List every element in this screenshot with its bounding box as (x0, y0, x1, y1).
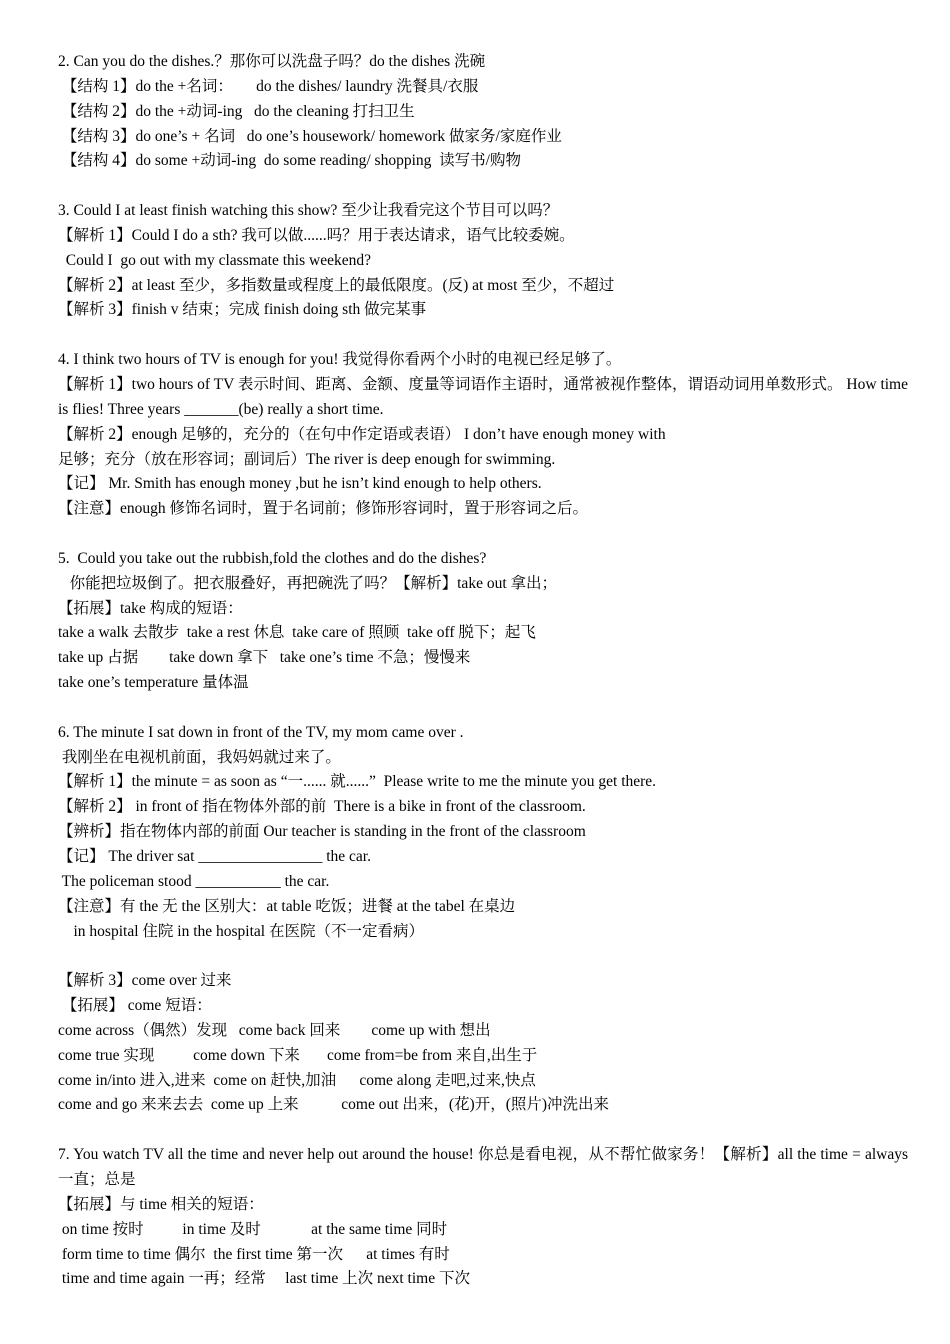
phrase-line: take a walk 去散步 take a rest 休息 take care of 照顾 take off 脱下；起飞 (58, 624, 536, 642)
structure-line-2: 【结构 2】do the +动词-ing do the cleaning 打扫卫生 (58, 102, 415, 120)
note-line: in hospital 住院 in the hospital 在医院（不一定看病） (58, 922, 424, 940)
heading-item-6: 6. The minute I sat down in front of the TV, my mom came over . (58, 723, 464, 741)
blank-line (58, 944, 908, 969)
analysis-line: 【解析 1】the minute = as soon as “一...... 就......” Please write to me the minute you get there. (58, 773, 657, 791)
memo-line: 【记】 The driver sat ________________ the car. (58, 848, 371, 865)
analysis-line: 【解析 2】at least 至少，多指数量或程度上的最低限度。(反) at most 至少，不超过 (58, 276, 615, 294)
analysis-paragraph: 【解析 1】two hours of TV 表示时间、距离、金额、度量等词语作主语时，通常被视作整体，谓语动词用单数形式。 How time is flies! Three years _______(be) really a short time. (58, 375, 908, 418)
heading-item-4: 4. I think two hours of TV is enough for you! 我觉得你看两个小时的电视已经足够了。 (58, 351, 622, 369)
blank-line (58, 174, 908, 199)
blank-line (58, 696, 908, 721)
note-line: 【注意】enough 修饰名词时，置于名词前；修饰形容词时，置于形容词之后。 (58, 500, 589, 518)
phrase-line: come across（偶然）发现 come back 回来 come up with 想出 (58, 1021, 491, 1039)
heading-item-3: 3. Could I at least finish watching this show? 至少让我看完这个节目可以吗？ (58, 202, 559, 220)
document-page (58, 50, 908, 1292)
translation-line: 我刚坐在电视机前面，我妈妈就过来了。 (58, 748, 341, 766)
heading-item-2: 2. Can you do the dishes.？那你可以洗盘子吗？do the dishes 洗碗 (58, 53, 486, 70)
phrase-line: time and time again 一再；经常 last time 上次 next time 下次 (58, 1270, 470, 1288)
analysis-line: 【解析 2】enough 足够的，充分的（在句中作定语或表语） I don’t have enough money with (58, 425, 666, 443)
blank-line (58, 522, 908, 547)
phrase-line: take up 占据 take down 拿下 take one’s time 不急；慢慢来 (58, 649, 471, 667)
extension-line: 【拓展】与 time 相关的短语： (58, 1195, 264, 1213)
analysis-line: 【解析 3】come over 过来 (58, 972, 232, 990)
structure-line-3: 【结构 3】do one’s + 名词 do one’s housework/ homework 做家务/家庭作业 (58, 127, 562, 145)
extension-line: 【拓展】 come 短语： (58, 997, 212, 1015)
extension-line: 【拓展】take 构成的短语： (58, 599, 243, 617)
distinction-line: 【辨析】指在物体内部的前面 Our teacher is standing in the front of the classroom (58, 823, 586, 841)
structure-line-1: 【结构 1】do the +名词： do the dishes/ laundry 洗餐具/衣服 (58, 77, 479, 95)
example-line: 足够；充分（放在形容词；副词后）The river is deep enough for swimming. (58, 450, 556, 468)
memo-line: 【记】 Mr. Smith has enough money ,but he isn’t kind enough to help others. (58, 475, 542, 493)
structure-line-4: 【结构 4】do some +动词-ing do some reading/ shopping 读写书/购物 (58, 152, 521, 170)
blank-line (58, 1118, 908, 1143)
analysis-line: 【解析 3】finish v 结束；完成 finish doing sth 做完某事 (58, 301, 427, 319)
analysis-line: 【解析 1】Could I do a sth? 我可以做......吗？用于表达请求，语气比较委婉。 (58, 226, 575, 244)
phrase-line: come in/into 进入,进来 come on 赶快,加油 come along 走吧,过来,快点 (58, 1071, 536, 1089)
example-line: Could I go out with my classmate this weekend? (58, 251, 371, 269)
phrase-line: form time to time 偶尔 the first time 第一次 at times 有时 (58, 1245, 450, 1263)
phrase-line: come and go 来来去去 come up 上来 come out 出来，(花)开，(照片)冲洗出来 (58, 1096, 610, 1114)
analysis-line: 【解析 2】 in front of 指在物体外部的前 There is a bike in front of the classroom. (58, 798, 586, 816)
phrase-line: come true 实现 come down 下来 come from=be from 来自,出生于 (58, 1046, 538, 1064)
blank-line (58, 323, 908, 348)
heading-item-7: 7. You watch TV all the time and never help out around the house! 你总是看电视，从不帮忙做家务！【解析】all the time = always 一直；总是 (58, 1146, 908, 1188)
note-line: 【注意】有 the 无 the 区别大：at table 吃饭；进餐 at the tabel 在桌边 (58, 897, 516, 915)
example-line: The policeman stood ___________ the car. (58, 872, 330, 890)
phrase-line: take one’s temperature 量体温 (58, 674, 249, 692)
translation-line: 你能把垃圾倒了。把衣服叠好，再把碗洗了吗？【解析】take out 拿出； (58, 574, 557, 592)
phrase-line: on time 按时 in time 及时 at the same time 同时 (58, 1220, 448, 1238)
heading-item-5: 5. Could you take out the rubbish,fold the clothes and do the dishes? (58, 549, 487, 567)
